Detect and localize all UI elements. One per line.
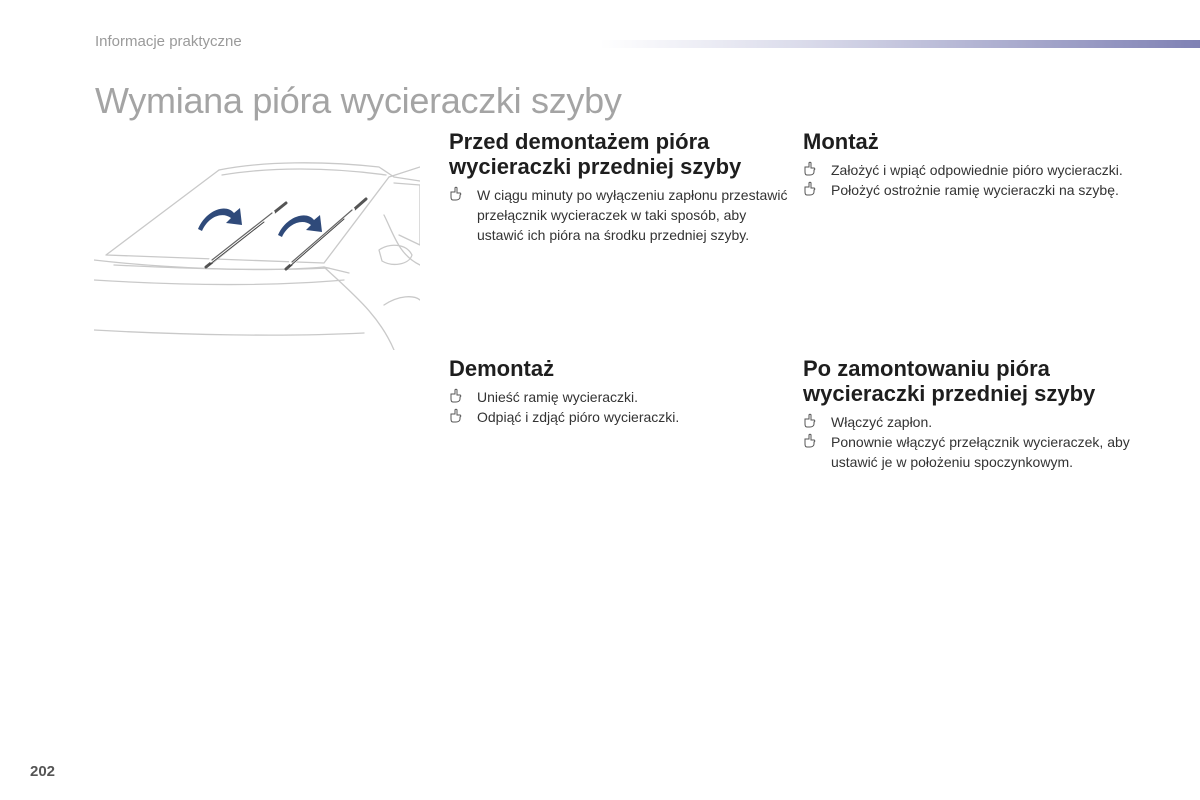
wheel-arch [384, 297, 420, 305]
list-item-text: Odpiąć i zdjąć pióro wycieraczki. [477, 409, 680, 425]
hood-front [94, 280, 344, 285]
roof-outline [219, 163, 394, 177]
door-frame [384, 177, 420, 265]
pointing-hand-icon [803, 161, 817, 177]
header-accent-bar [600, 40, 1200, 48]
pointing-hand-icon [449, 408, 463, 424]
list-item [449, 387, 789, 407]
section-after-mounting [803, 356, 1143, 472]
list-item-text: Założyć i wpiąć odpowiednie pióro wycieraczki. [831, 162, 1123, 178]
fender [324, 267, 394, 350]
section-before-removal [449, 129, 789, 245]
section-heading: Demontaż [449, 356, 555, 381]
curved-arrow-icon-right [278, 215, 322, 237]
list-item-text: Ponownie włączyć przełącznik wycieraczek, aby ustawić je w położeniu spoczynkowym. [831, 434, 1130, 470]
pointing-hand-icon [803, 181, 817, 197]
mirror [379, 245, 412, 264]
wiper-right [286, 199, 366, 269]
side-window [394, 183, 420, 245]
list-item [449, 407, 789, 427]
cowl-line [114, 265, 329, 269]
a-pillar [389, 167, 420, 177]
header-section-label: Informacje praktyczne [95, 33, 242, 50]
bumper-line [94, 330, 364, 335]
list-item-text: Położyć ostrożnie ramię wycieraczki na szybę. [831, 182, 1119, 198]
list-item [449, 185, 789, 245]
list-item-text: Unieść ramię wycieraczki. [477, 389, 639, 405]
section-heading: Po zamontowaniu pióra wycieraczki przedniej szyby [803, 356, 1096, 406]
section-heading: Przed demontażem pióra wycieraczki przedniej szyby [449, 129, 742, 179]
page-number: 202 [30, 763, 56, 780]
pointing-hand-icon [803, 433, 817, 449]
list-item [803, 160, 1143, 180]
list-item [803, 432, 1143, 472]
list-item [803, 412, 1143, 432]
pointing-hand-icon [449, 186, 463, 202]
section-removal [449, 356, 789, 427]
section-heading: Montaż [803, 129, 879, 154]
list-item [803, 180, 1143, 200]
list-item-text: W ciągu minuty po wyłączeniu zapłonu przestawić przełącznik wycieraczek w taki sposób, aby ustawić ich pióra na środku przedniej szyby. [477, 187, 788, 243]
roof-rail [222, 169, 386, 175]
curved-arrow-icon [198, 208, 242, 231]
section-mounting [803, 129, 1143, 200]
page-title: Wymiana pióra wycieraczki szyby [95, 80, 622, 121]
windscreen-wiper-illustration [94, 155, 420, 350]
pointing-hand-icon [449, 388, 463, 404]
list-item-text: Włączyć zapłon. [831, 414, 933, 430]
pointing-hand-icon [803, 413, 817, 429]
